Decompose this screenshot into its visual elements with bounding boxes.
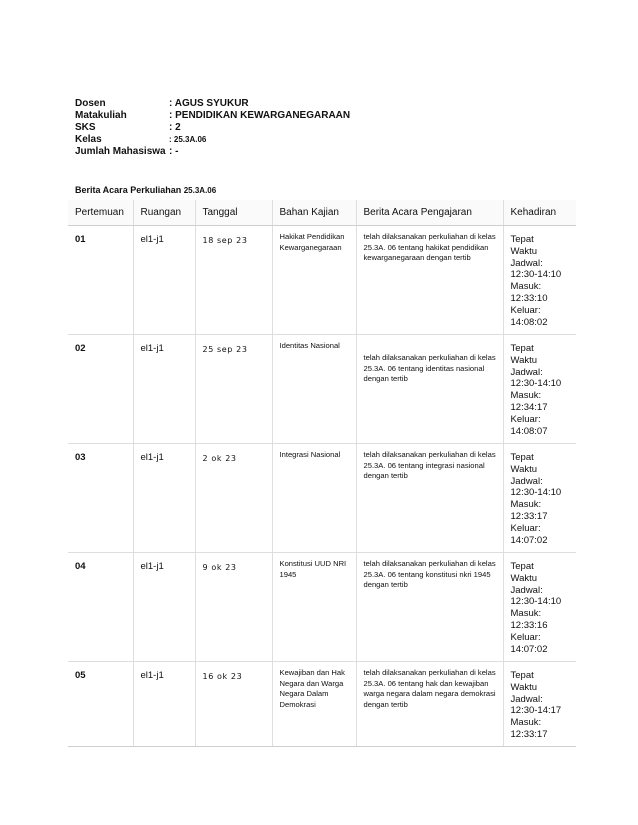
cell-bahan-kajian: Integrasi Nasional — [272, 444, 356, 553]
cell-bahan-kajian: Kewajiban dan Hak Negara dan Warga Negara Dalam Demokrasi — [272, 662, 356, 747]
cell-pertemuan: 05 — [68, 662, 133, 747]
kehadiran-line: Masuk: — [510, 390, 542, 402]
dosen-row — [75, 98, 350, 110]
cell-berita-acara: telah dilaksanakan perkuliahan di kelas 25.3A. 06 tentang hak dan kewajiban warga negara dalam negara demokrasi dengan tertib — [356, 662, 503, 747]
cell-pertemuan: 01 — [68, 226, 133, 335]
header-pertemuan: Pertemuan — [68, 200, 133, 226]
kelas-label: Kelas — [75, 134, 102, 145]
table-title — [75, 185, 216, 196]
kehadiran-line: Jadwal: — [510, 366, 543, 378]
kehadiran-line: 12:33:10 — [510, 292, 548, 304]
kehadiran-line: Waktu — [510, 463, 538, 475]
sks-value: : 2 — [169, 122, 181, 133]
cell-ruangan: el1-j1 — [133, 335, 195, 444]
cell-bahan-kajian: Hakikat Pendidikan Kewarganegaraan — [272, 226, 356, 335]
cell-ruangan: el1-j1 — [133, 444, 195, 553]
cell-tanggal: 16 ok 23 — [195, 662, 272, 747]
kehadiran-line: 12:33:17 — [510, 728, 548, 740]
kehadiran-line: Masuk: — [510, 281, 542, 293]
header-tanggal: Tanggal — [195, 200, 272, 226]
kehadiran-line: Tepat — [510, 343, 534, 354]
kelas-row — [75, 134, 350, 146]
cell-bahan-kajian: Konstitusi UUD NRI 1945 — [272, 553, 356, 662]
cell-pertemuan: 02 — [68, 335, 133, 444]
table-title-kelas: 25.3A.06 — [183, 186, 217, 195]
kehadiran-line: Keluar: — [510, 522, 541, 534]
kehadiran-line: 12:30-14:17 — [510, 705, 562, 717]
cell-berita-acara: telah dilaksanakan perkuliahan di kelas 25.3A. 06 tentang identitas nasional dengan tertib — [356, 335, 503, 444]
kehadiran-line: Masuk: — [510, 499, 542, 511]
table-title-label: Berita Acara Perkuliahan — [75, 185, 182, 195]
kehadiran-line: Waktu — [510, 245, 538, 257]
matakuliah-row — [75, 110, 350, 122]
kehadiran-line: 12:34:17 — [510, 401, 548, 413]
table-row — [68, 553, 576, 662]
header-kehadiran: Kehadiran — [503, 200, 576, 226]
course-info — [75, 98, 350, 158]
kehadiran-line: 12:30-14:10 — [510, 596, 562, 608]
kehadiran-line: Jadwal: — [510, 475, 543, 487]
cell-kehadiran — [503, 553, 576, 662]
kehadiran-line: Tepat — [510, 234, 534, 245]
cell-bahan-kajian: Identitas Nasional — [272, 335, 356, 444]
kehadiran-line: Keluar: — [510, 413, 541, 425]
cell-ruangan: el1-j1 — [133, 553, 195, 662]
berita-acara-table — [68, 200, 576, 747]
cell-kehadiran — [503, 444, 576, 553]
sks-label: SKS — [75, 122, 96, 133]
table-row — [68, 662, 576, 747]
cell-ruangan: el1-j1 — [133, 226, 195, 335]
kehadiran-line: Tepat — [510, 670, 534, 681]
header-berita-acara: Berita Acara Pengajaran — [356, 200, 503, 226]
kehadiran-line: Jadwal: — [510, 257, 543, 269]
header-ruangan: Ruangan — [133, 200, 195, 226]
kehadiran-line: Waktu — [510, 572, 538, 584]
kehadiran-line: 14:07:02 — [510, 643, 548, 655]
kehadiran-line: 12:33:17 — [510, 510, 548, 522]
matakuliah-label: Matakuliah — [75, 110, 127, 121]
cell-berita-acara: telah dilaksanakan perkuliahan di kelas 25.3A. 06 tentang hakikat pendidikan kewarganegaraan dengan tertib — [356, 226, 503, 335]
cell-tanggal: 2 ok 23 — [195, 444, 272, 553]
kehadiran-line: Tepat — [510, 561, 534, 572]
table-row — [68, 226, 576, 335]
header-bahan-kajian: Bahan Kajian — [272, 200, 356, 226]
jumlah-row — [75, 146, 350, 158]
sks-row — [75, 122, 350, 134]
cell-kehadiran — [503, 335, 576, 444]
table-row — [68, 335, 576, 444]
kehadiran-line: 14:08:07 — [510, 425, 548, 437]
cell-berita-acara: telah dilaksanakan perkuliahan di kelas 25.3A. 06 tentang integrasi nasional dengan tertib — [356, 444, 503, 553]
table-row — [68, 444, 576, 553]
kehadiran-line: Masuk: — [510, 608, 542, 620]
kehadiran-line: Keluar: — [510, 631, 541, 643]
kehadiran-line: Tepat — [510, 452, 534, 463]
cell-pertemuan: 04 — [68, 553, 133, 662]
dosen-label: Dosen — [75, 98, 106, 109]
dosen-value: : AGUS SYUKUR — [169, 98, 249, 109]
cell-ruangan: el1-j1 — [133, 662, 195, 747]
kehadiran-line: Waktu — [510, 681, 538, 693]
table-header-row — [68, 200, 576, 226]
jumlah-label: Jumlah Mahasiswa — [75, 146, 166, 157]
cell-kehadiran — [503, 226, 576, 335]
kehadiran-line: Jadwal: — [510, 693, 543, 705]
jumlah-value: : - — [169, 146, 179, 157]
cell-berita-acara: telah dilaksanakan perkuliahan di kelas 25.3A. 06 tentang konstitusi nkri 1945 dengan tertib — [356, 553, 503, 662]
kehadiran-line: Masuk: — [510, 717, 542, 729]
cell-tanggal: 18 sep 23 — [195, 226, 272, 335]
kehadiran-line: 14:08:02 — [510, 316, 548, 328]
kehadiran-line: 12:30-14:10 — [510, 378, 562, 390]
kelas-value: : 25.3A.06 — [169, 135, 207, 144]
cell-pertemuan: 03 — [68, 444, 133, 553]
cell-tanggal: 9 ok 23 — [195, 553, 272, 662]
kehadiran-line: Jadwal: — [510, 584, 543, 596]
kehadiran-line: 12:30-14:10 — [510, 487, 562, 499]
kehadiran-line: 12:30-14:10 — [510, 269, 562, 281]
cell-tanggal: 25 sep 23 — [195, 335, 272, 444]
cell-kehadiran — [503, 662, 576, 747]
matakuliah-value: : PENDIDIKAN KEWARGANEGARAAN — [169, 110, 351, 121]
kehadiran-line: Keluar: — [510, 304, 541, 316]
kehadiran-line: Waktu — [510, 354, 538, 366]
kehadiran-line: 14:07:02 — [510, 534, 548, 546]
kehadiran-line: 12:33:16 — [510, 619, 548, 631]
